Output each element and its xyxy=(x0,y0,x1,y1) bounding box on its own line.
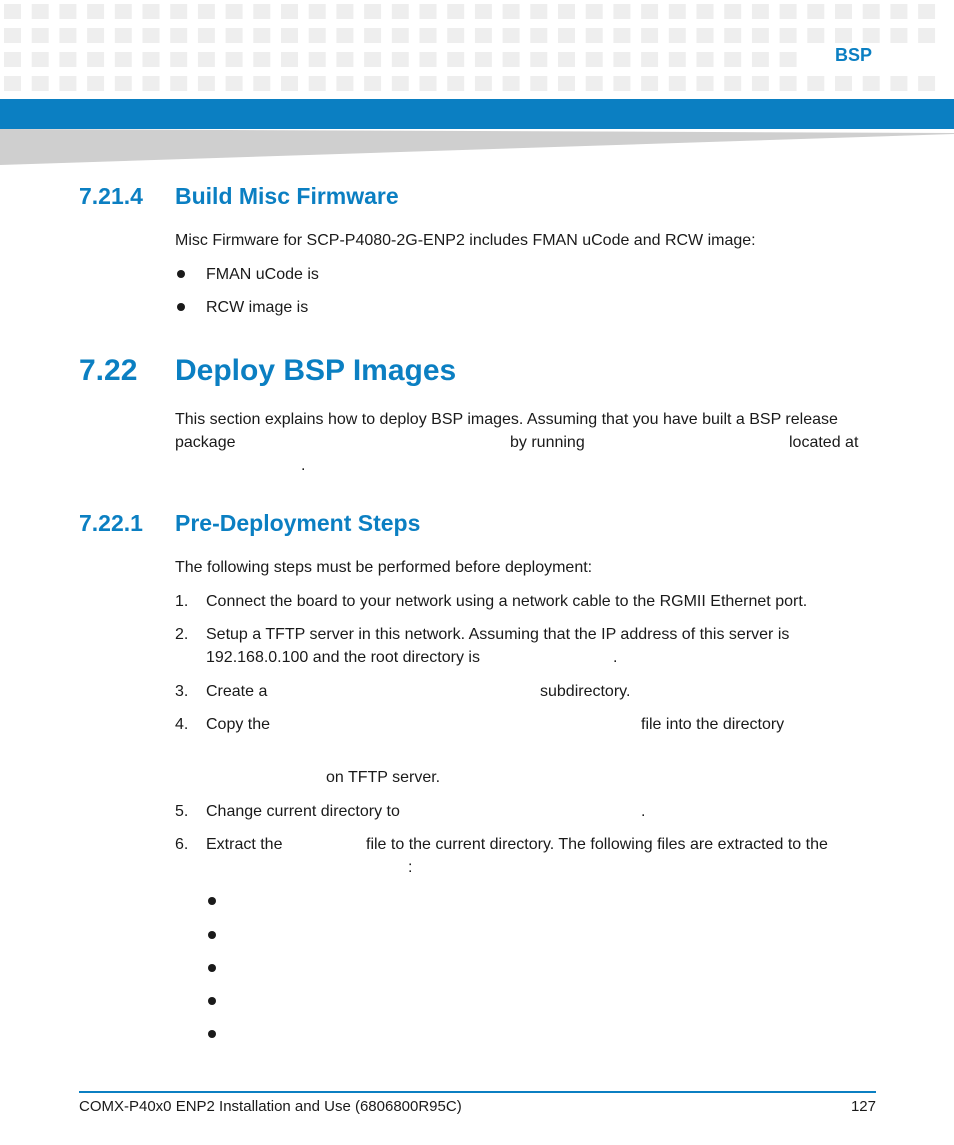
pattern-square xyxy=(918,76,935,91)
pattern-square xyxy=(281,76,298,91)
pattern-square xyxy=(641,76,658,91)
pattern-square xyxy=(226,28,243,43)
pattern-square xyxy=(226,4,243,19)
paragraph-line: This section explains how to deploy BSP images. Assuming that you have built a BSP release xyxy=(175,411,838,428)
pattern-square xyxy=(336,28,353,43)
pattern-square xyxy=(586,4,603,19)
bullet-item: FMAN uCode is xyxy=(206,266,319,283)
paragraph-fragment: package xyxy=(175,434,236,451)
sub-bullet-dot xyxy=(208,964,216,972)
pattern-square xyxy=(447,76,464,91)
pattern-square xyxy=(669,52,686,67)
pattern-square xyxy=(613,52,630,67)
pattern-square xyxy=(392,76,409,91)
pattern-square xyxy=(336,76,353,91)
pattern-square xyxy=(752,76,769,91)
pattern-square xyxy=(309,28,326,43)
pattern-square xyxy=(918,4,935,19)
pattern-square xyxy=(420,52,437,67)
pattern-square xyxy=(641,52,658,67)
step-number: 1. xyxy=(175,593,189,610)
pattern-square xyxy=(59,4,76,19)
pattern-square xyxy=(613,28,630,43)
pattern-square xyxy=(752,4,769,19)
step-text: Connect the board to your network using a network cable to the RGMII Ethernet port. xyxy=(206,593,808,610)
pattern-square xyxy=(281,4,298,19)
pattern-square xyxy=(4,76,21,91)
step-text: Extract the xyxy=(206,836,283,853)
pattern-square xyxy=(752,28,769,43)
step-text: Create a xyxy=(206,683,268,700)
pattern-square xyxy=(613,76,630,91)
pattern-square xyxy=(253,52,270,67)
pattern-square xyxy=(530,76,547,91)
section-title: Pre-Deployment Steps xyxy=(175,510,421,536)
pattern-square xyxy=(613,4,630,19)
pattern-square xyxy=(780,76,797,91)
pattern-square xyxy=(281,52,298,67)
pattern-square xyxy=(724,76,741,91)
pattern-square xyxy=(392,52,409,67)
pattern-square xyxy=(198,52,215,67)
step-text: Change current directory to xyxy=(206,803,400,820)
pattern-square xyxy=(115,28,132,43)
pattern-square xyxy=(697,52,714,67)
pattern-square xyxy=(32,52,49,67)
pattern-square xyxy=(253,76,270,91)
pattern-square xyxy=(170,4,187,19)
pattern-square xyxy=(392,4,409,19)
step-number: 5. xyxy=(175,803,189,820)
paragraph-fragment: located at xyxy=(789,434,859,451)
bullet-item: RCW image is xyxy=(206,299,309,316)
pattern-square xyxy=(198,76,215,91)
pattern-square xyxy=(226,76,243,91)
sub-bullet-dot xyxy=(208,897,216,905)
pattern-square xyxy=(4,52,21,67)
pattern-square xyxy=(364,4,381,19)
pattern-square xyxy=(475,4,492,19)
pattern-square xyxy=(420,76,437,91)
pattern-square xyxy=(724,4,741,19)
pattern-square xyxy=(558,28,575,43)
pattern-square xyxy=(281,28,298,43)
step-text: Copy the xyxy=(206,716,271,733)
pattern-square xyxy=(475,28,492,43)
pattern-square xyxy=(143,76,160,91)
pattern-square xyxy=(863,4,880,19)
pattern-square xyxy=(530,28,547,43)
pattern-square xyxy=(586,76,603,91)
pattern-square xyxy=(835,76,852,91)
pattern-square xyxy=(309,4,326,19)
pattern-square xyxy=(530,4,547,19)
section-number: 7.22.1 xyxy=(79,510,143,536)
pattern-square xyxy=(87,28,104,43)
pattern-square xyxy=(59,52,76,67)
chapter-title: Deploy BSP Images xyxy=(175,354,457,387)
pattern-square xyxy=(918,28,935,43)
pattern-square xyxy=(669,4,686,19)
pattern-square xyxy=(447,52,464,67)
footer-rule xyxy=(79,1091,876,1093)
pattern-square xyxy=(780,28,797,43)
step-text: 192.168.0.100 and the root directory is xyxy=(206,649,480,666)
pattern-square xyxy=(143,52,160,67)
footer-page-number: 127 xyxy=(850,1098,876,1115)
step-text: on TFTP server. xyxy=(326,769,441,786)
step-number: 4. xyxy=(175,716,189,733)
section-title: Build Misc Firmware xyxy=(175,183,399,209)
pattern-square xyxy=(724,28,741,43)
sub-bullet-dot xyxy=(208,997,216,1005)
pattern-square xyxy=(170,52,187,67)
pattern-square xyxy=(586,28,603,43)
pattern-square xyxy=(669,28,686,43)
pattern-square xyxy=(641,4,658,19)
pattern-square xyxy=(253,28,270,43)
pattern-square xyxy=(309,76,326,91)
pattern-square xyxy=(807,4,824,19)
pattern-square xyxy=(87,52,104,67)
pattern-square xyxy=(198,28,215,43)
step-text: file to the current directory. The following files are extracted to the xyxy=(366,836,828,853)
header-gray-wedge xyxy=(0,129,954,165)
pattern-square xyxy=(807,76,824,91)
pattern-square xyxy=(4,28,21,43)
paragraph: The following steps must be performed before deployment: xyxy=(175,559,593,576)
footer-document-title: COMX-P40x0 ENP2 Installation and Use (6806800R95C) xyxy=(79,1098,462,1115)
pattern-square xyxy=(697,4,714,19)
step-text: . xyxy=(641,803,646,820)
pattern-square xyxy=(780,52,797,67)
pattern-square xyxy=(890,28,907,43)
pattern-square xyxy=(558,76,575,91)
pattern-square xyxy=(475,76,492,91)
pattern-square xyxy=(59,76,76,91)
pattern-square xyxy=(835,28,852,43)
pattern-square xyxy=(170,28,187,43)
pattern-square xyxy=(586,52,603,67)
header-blue-band xyxy=(0,99,954,129)
pattern-square xyxy=(226,52,243,67)
pattern-square xyxy=(669,76,686,91)
pattern-square xyxy=(336,4,353,19)
pattern-square xyxy=(4,4,21,19)
pattern-square xyxy=(364,28,381,43)
header-dot-pattern xyxy=(0,0,954,97)
pattern-square xyxy=(143,4,160,19)
pattern-square xyxy=(253,4,270,19)
pattern-square xyxy=(697,76,714,91)
pattern-square xyxy=(503,52,520,67)
pattern-square xyxy=(807,28,824,43)
pattern-square xyxy=(558,52,575,67)
pattern-square xyxy=(752,52,769,67)
pattern-square xyxy=(890,76,907,91)
pattern-square xyxy=(392,28,409,43)
step-text: : xyxy=(408,859,413,876)
pattern-square xyxy=(530,52,547,67)
pattern-square xyxy=(87,76,104,91)
pattern-square xyxy=(198,4,215,19)
pattern-square xyxy=(170,76,187,91)
pattern-square xyxy=(558,4,575,19)
pattern-square xyxy=(87,4,104,19)
pattern-square xyxy=(32,28,49,43)
pattern-square xyxy=(503,28,520,43)
pattern-square xyxy=(143,28,160,43)
header-section-label: BSP xyxy=(834,45,872,65)
pattern-square xyxy=(697,28,714,43)
pattern-square xyxy=(336,52,353,67)
pattern-square xyxy=(447,28,464,43)
chapter-number: 7.22 xyxy=(79,354,138,387)
paragraph: Misc Firmware for SCP-P4080-2G-ENP2 includes FMAN uCode and RCW image: xyxy=(175,232,756,249)
pattern-square xyxy=(32,76,49,91)
step-text: subdirectory. xyxy=(540,683,631,700)
pattern-square xyxy=(641,28,658,43)
bullet-dot xyxy=(177,270,185,278)
pattern-square xyxy=(475,52,492,67)
step-number: 3. xyxy=(175,683,189,700)
pattern-square xyxy=(503,4,520,19)
section-number: 7.21.4 xyxy=(79,183,143,209)
sub-bullet-dot xyxy=(208,1030,216,1038)
step-text: Setup a TFTP server in this network. Assuming that the IP address of this server is xyxy=(206,626,790,643)
pattern-square xyxy=(115,52,132,67)
step-number: 2. xyxy=(175,626,189,643)
paragraph-fragment: . xyxy=(301,457,306,474)
pattern-square xyxy=(890,4,907,19)
step-number: 6. xyxy=(175,836,189,853)
pattern-square xyxy=(447,4,464,19)
pattern-square xyxy=(309,52,326,67)
bullet-dot xyxy=(177,303,185,311)
pattern-square xyxy=(420,28,437,43)
step-text: file into the directory xyxy=(641,716,785,733)
pattern-square xyxy=(863,76,880,91)
pattern-square xyxy=(780,4,797,19)
pattern-square xyxy=(724,52,741,67)
step-text: . xyxy=(613,649,618,666)
sub-bullet-dot xyxy=(208,931,216,939)
pattern-square xyxy=(59,28,76,43)
paragraph-fragment: by running xyxy=(510,434,585,451)
pattern-square xyxy=(835,4,852,19)
pattern-square xyxy=(863,28,880,43)
pattern-square xyxy=(32,4,49,19)
pattern-square xyxy=(364,76,381,91)
pattern-square xyxy=(503,76,520,91)
pattern-square xyxy=(364,52,381,67)
pattern-square xyxy=(115,76,132,91)
pattern-square xyxy=(420,4,437,19)
pattern-square xyxy=(115,4,132,19)
